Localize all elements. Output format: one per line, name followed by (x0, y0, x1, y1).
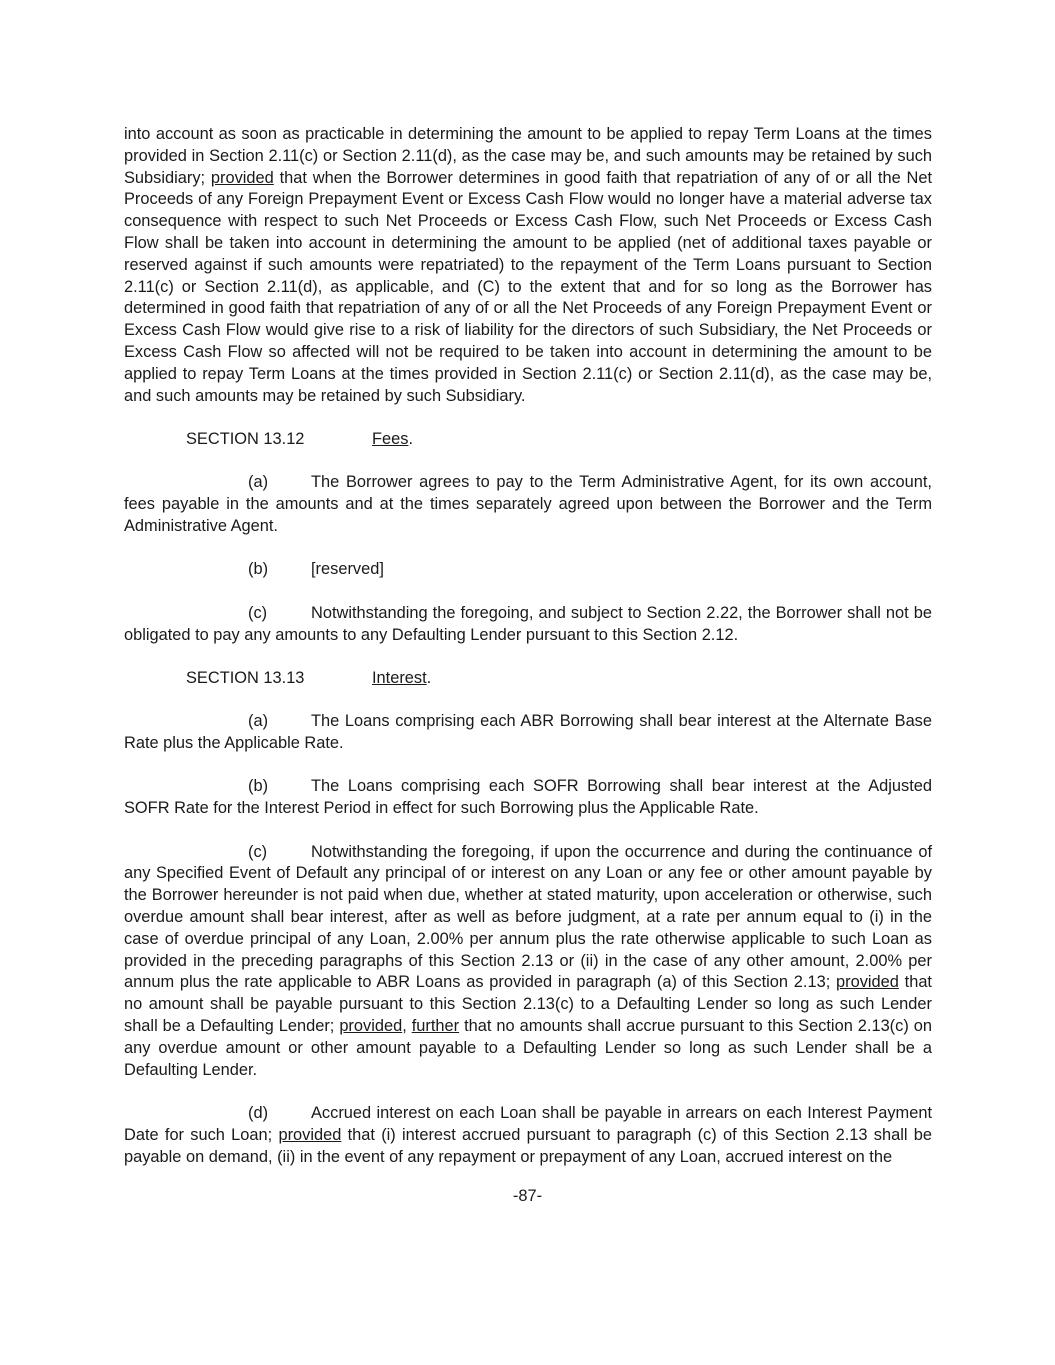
fees-paragraph-b: (b) [reserved] (124, 559, 932, 581)
fees-paragraph-a: (a) The Borrower agrees to pay to the Term Administrative Agent, for its own account, fees payable in the amounts and at the times separately agreed upon between the Borrower and the Term Administrative Agent. (124, 473, 932, 535)
interest-paragraph-b: (b) The Loans comprising each SOFR Borrowing shall bear interest at the Adjusted SOFR Rate for the Interest Period in effect for such Borrowing plus the Applicable Rate. (124, 777, 932, 818)
section-title: Interest. (372, 668, 432, 687)
interest-paragraph-a: (a) The Loans comprising each ABR Borrowing shall bear interest at the Alternate Base Rate plus the Applicable Rate. (124, 712, 932, 753)
section-heading-interest (124, 668, 932, 690)
interest-paragraph-d: (d) Accrued interest on each Loan shall be payable in arrears on each Interest Payment Date for such Loan; provided that (i) interest accrued pursuant to paragraph (c) of this Section 2.13 shall be payable on demand, (ii) in the event of any repayment or prepayment of any Loan, accrued interest on the (124, 1104, 932, 1166)
section-title: Fees. (372, 429, 414, 448)
section-number: SECTION 13.12 (186, 429, 305, 448)
provided-term: provided (278, 1125, 342, 1144)
clause-label: (b) (248, 560, 269, 579)
fees-paragraph-c: (c) Notwithstanding the foregoing, and subject to Section 2.22, the Borrower shall not be obligated to pay any amounts to any Defaulting Lender pursuant to this Section 2.12. (124, 603, 932, 644)
interest-paragraph-c: (c) Notwithstanding the foregoing, if upon the occurrence and during the continuance of any Specified Event of Default any principal of or interest on any Loan or any fee or other amount payable by the Borrower hereunder is not paid when due, whether at stated maturity, upon acceleration or otherwise, such overdue amount shall bear interest, after as well as before judgment, at a rate per annum equal to (i) in the case of overdue principal of any Loan, 2.00% per annum plus the rate otherwise applicable to such Loan as provided in the preceding paragraphs of this Section 2.13 or (ii) in the case of any other amount, 2.00% per annum plus the rate applicable to ABR Loans as provided in paragraph (a) of this Section 2.13; provided that no amount shall be payable pursuant to this Section 2.13(c) to a Defaulting Lender so long as such Lender shall be a Defaulting Lender; provided, further that no amounts shall accrue pursuant to this Section 2.13(c) on any overdue amount or other amount payable to a Defaulting Lender so long as such Lender shall be a Defaulting Lender. (124, 842, 932, 1079)
clause-label: (c) (248, 603, 268, 622)
clause-label: (c) (248, 842, 268, 861)
provided-term: provided (836, 973, 899, 992)
clause-label: (d) (248, 1104, 269, 1123)
section-number: SECTION 13.13 (186, 668, 305, 687)
page-number: -87- (512, 1187, 543, 1205)
document-page (124, 124, 932, 1168)
clause-label: (b) (248, 777, 269, 796)
section-heading-fees (124, 429, 932, 451)
provided-term: provided (210, 168, 274, 187)
clause-label: (a) (248, 712, 269, 731)
clause-label: (a) (248, 473, 269, 492)
provided-term: provided (339, 1017, 403, 1036)
continuation-paragraph: into account as soon as practicable in determining the amount to be applied to repay Term Loans at the times provided in Section 2.11(c) or Section 2.11(d), as the case may be, and such amounts may be retained by such Subsidiary; provided that when the Borrower determines in good faith that repatriation of any of or all the Net Proceeds of any Foreign Prepayment Event or Excess Cash Flow would no longer have a material adverse tax consequence with respect to such Net Proceeds or Excess Cash Flow, such Net Proceeds or Excess Cash Flow shall be taken into account in determining the amount to be applied (net of additional taxes payable or reserved against if such amounts were repatriated) to the repayment of the Term Loans pursuant to Section 2.11(c) or Section 2.11(d), as applicable, and (C) to the extent that and for so long as the Borrower has determined in good faith that repatriation of any of or all the Net Proceeds of any Foreign Prepayment Event or Excess Cash Flow would give rise to a risk of liability for the directors of such Subsidiary, the Net Proceeds or Excess Cash Flow so affected will not be required to be taken into account in determining the amount to be applied to repay Term Loans at the times provided in Section 2.11(c) or Section 2.11(d), as the case may be, and such amounts may be retained by such Subsidiary. (124, 125, 933, 405)
further-term: further (411, 1017, 460, 1036)
